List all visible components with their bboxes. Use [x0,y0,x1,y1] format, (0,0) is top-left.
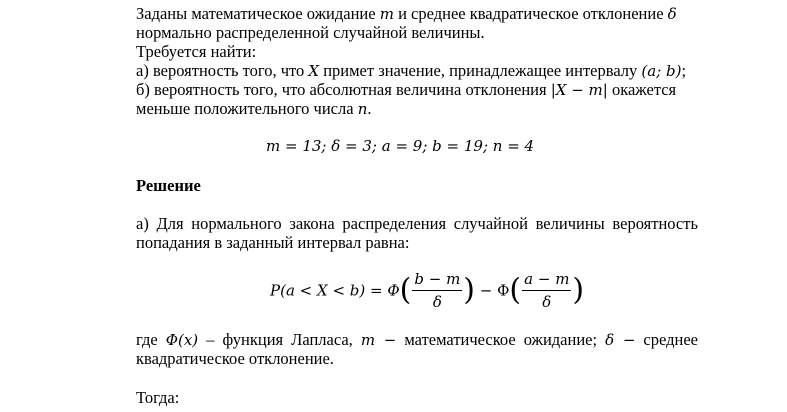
text: и среднее квадратическое отклонение [393,4,668,23]
math-m: m [379,5,394,23]
fraction-2-numerator: a − m [522,270,571,291]
text: меньше положительного числа [136,99,358,118]
paren: ( [399,272,412,308]
text: – функция Лапласа, [198,330,361,349]
laplace-formula [270,270,584,311]
where-line-1 [136,330,698,350]
then-label: Тогда: [136,388,180,407]
paren: ) [572,272,585,308]
math-interval: (a; b) [641,62,682,80]
math-delta: δ [667,5,677,23]
math-m: m − [360,331,397,349]
text: а) вероятность того, что [136,61,309,80]
problem-line-3: Требуется найти: [136,42,257,61]
fraction-1 [412,270,462,311]
text: Заданы математическое ожидание [136,4,380,23]
text: . [367,99,372,118]
text: окажется [607,80,677,99]
fraction-2-denominator: δ [542,293,552,311]
fraction-1-denominator: δ [432,293,442,311]
math-n: n [357,100,368,118]
math-delta: δ − [605,331,636,349]
formula-minus: − Φ [475,281,510,300]
where-line-2: квадратическое отклонение. [136,349,334,368]
problem-line-2: нормально распределенной случайной величины. [136,23,485,42]
text: примет значение, принадлежащее интервалу [319,61,642,80]
problem-line-1 [136,4,677,24]
text: среднее [635,330,698,349]
text: ; [681,61,687,80]
problem-line-5 [136,80,676,100]
math-phi: Φ(x) [165,331,199,349]
paren: ) [463,272,476,308]
math-X: X [308,62,320,80]
fraction-1-numerator: b − m [412,270,462,291]
text: где [136,330,166,349]
solution-paragraph-line-1: а) Для нормального закона распределения случайной величины вероятность [136,214,698,233]
paren: ( [509,272,522,308]
fraction-2 [522,270,571,311]
problem-line-6 [136,99,371,119]
solution-heading: Решение [136,176,201,195]
text: б) вероятность того, что абсолютная величина отклонения [136,80,551,99]
formula-lhs: P(a < X < b) = Φ [270,281,400,300]
text: математическое ожидание; [396,330,606,349]
params-equation: m = 13; δ = 3; a = 9; b = 19; n = 4 [266,137,535,155]
math-abs-deviation: |X − m| [550,81,608,99]
problem-line-4 [136,61,686,81]
solution-paragraph-line-2: попадания в заданный интервал равна: [136,233,410,252]
